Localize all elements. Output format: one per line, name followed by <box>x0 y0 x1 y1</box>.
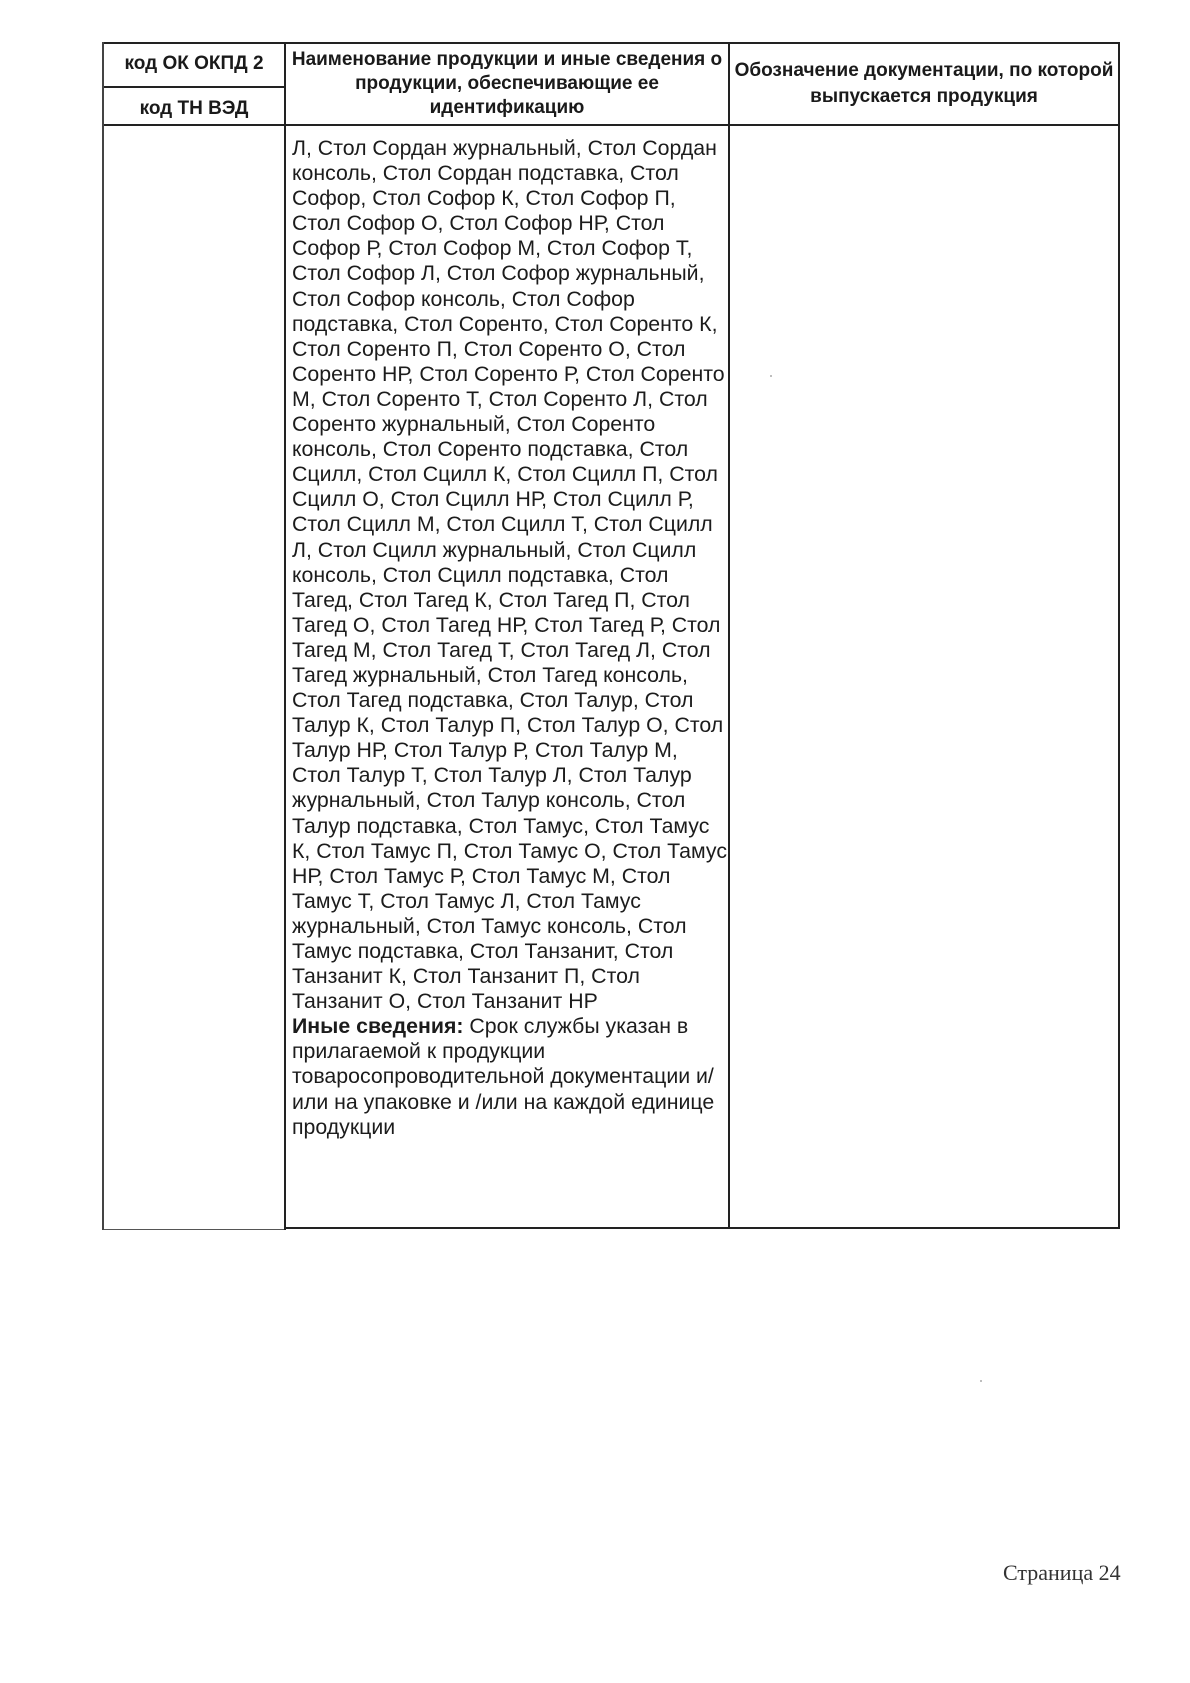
other-info-label: Иные сведения: <box>292 1014 464 1039</box>
scan-speck <box>980 1380 982 1382</box>
header-documentation: Обозначение документации, по которой выпускается продукция <box>734 60 1114 107</box>
table-border-bottom-left <box>102 1229 284 1230</box>
column-divider-1 <box>284 42 286 1230</box>
table-border-top <box>102 42 1120 44</box>
page-number: Страница 24 <box>1003 1560 1121 1585</box>
table-border-right <box>1118 42 1120 1228</box>
other-info <box>292 1014 728 1139</box>
other-info-text: Срок службы указан в прилагаемой к продукции товаросопроводительной документации и/или на упаковке и /или на каждой единице продукции <box>292 1014 715 1139</box>
product-table <box>102 42 1120 1229</box>
code-header-divider <box>102 86 284 88</box>
product-description-cell <box>292 136 728 1140</box>
table-border-bottom <box>284 1227 1120 1229</box>
column-divider-2 <box>728 42 730 1228</box>
table-border-left <box>102 42 104 1230</box>
products-list: Л, Стол Сордан журнальный, Стол Сордан консоль, Стол Сордан подставка, Стол Софор, Стол Софор К, Стол Софор П, Стол Софор О, Стол Софор НР, Стол Софор Р, Стол Софор М, Стол Софор Т, Стол Софор Л, Стол Софор журнальный, Стол Софор консоль, Стол Софор подставка, Стол Соренто, Стол Соренто К, Стол Соренто П, Стол Соренто О, Стол Соренто НР, Стол Соренто Р, Стол Соренто М, Стол Соренто Т, Стол Соренто Л, Стол Соренто журнальный, Стол Соренто консоль, Стол Соренто подставка, Стол Сцилл, Стол Сцилл К, Стол Сцилл П, Стол Сцилл О, Стол Сцилл НР, Стол Сцилл Р, Стол Сцилл М, Стол Сцилл Т, Стол Сцилл Л, Стол Сцилл журнальный, Стол Сцилл консоль, Стол Сцилл подставка, Стол Тагед, Стол Тагед К, Стол Тагед П, Стол Тагед О, Стол Тагед НР, Стол Тагед Р, Стол Тагед М, Стол Тагед Т, Стол Тагед Л, Стол Тагед журнальный, Стол Тагед консоль, Стол Тагед подставка, Стол Талур, Стол Талур К, Стол Талур П, Стол Талур О, Стол Талур НР, Стол Талур Р, Стол Талур М, Стол Талур Т, Стол Талур Л, Стол Талур журнальный, Стол Талур консоль, Стол Талур подставка, Стол Тамус, Стол Тамус К, Стол Тамус П, Стол Тамус О, Стол Тамус НР, Стол Тамус Р, Стол Тамус М, Стол Тамус Т, Стол Тамус Л, Стол Тамус журнальный, Стол Тамус консоль, Стол Тамус подставка, Стол Танзанит, Стол Танзанит К, Стол Танзанит П, Стол Танзанит О, Стол Танзанит НР <box>292 136 727 1014</box>
header-okpd-code: код ОК ОКПД 2 <box>124 53 264 74</box>
scan-speck <box>770 375 772 377</box>
header-tnved-code: код ТН ВЭД <box>139 98 249 119</box>
header-separator <box>102 124 1120 126</box>
header-product-name: Наименование продукции и иные сведения о продукции, обеспечивающие ее идентификацию <box>291 49 723 118</box>
